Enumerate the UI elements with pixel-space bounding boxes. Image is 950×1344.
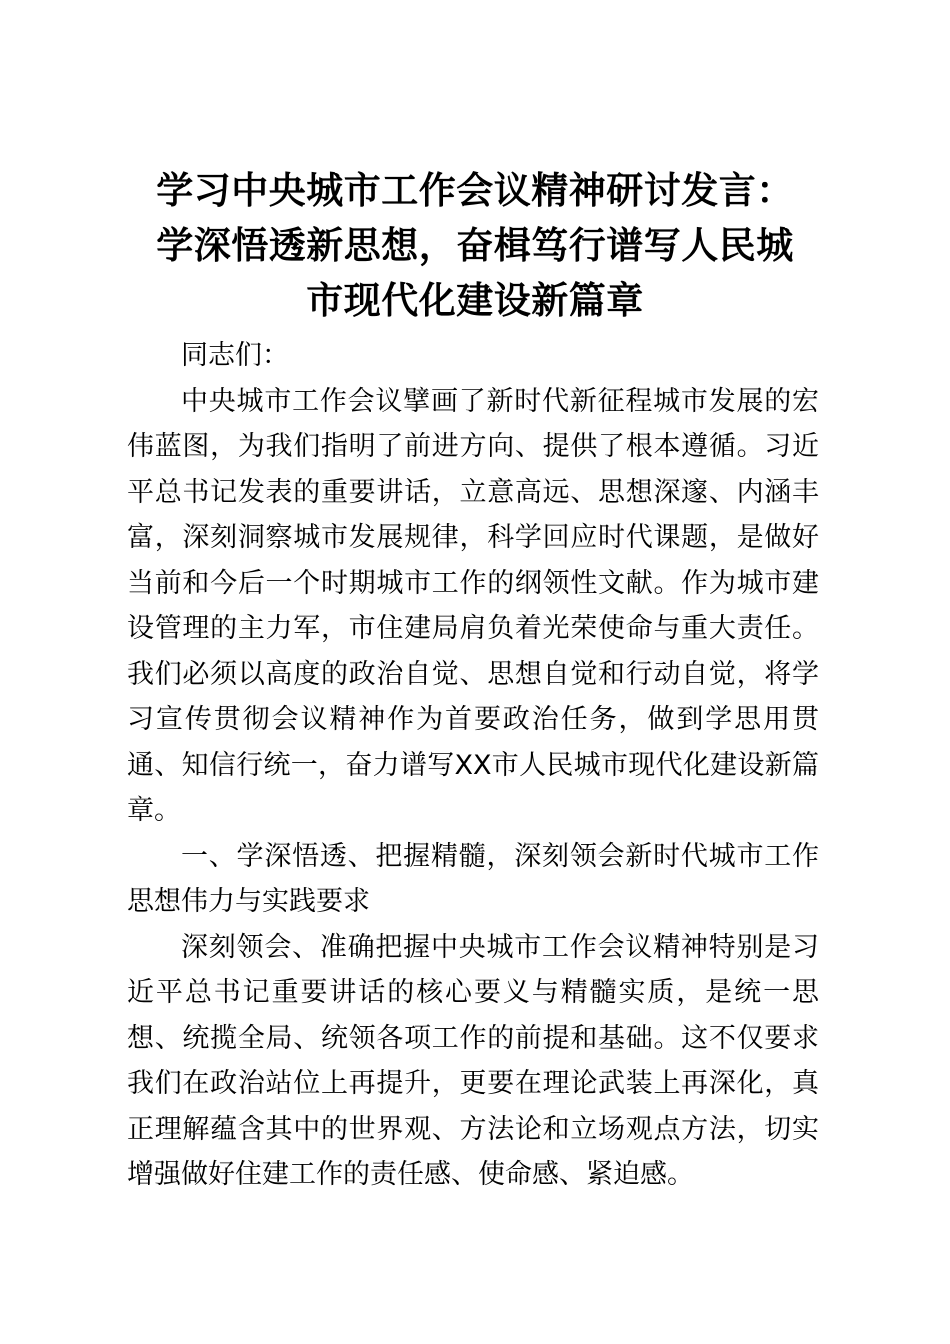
title-line-1: 学习中央城市工作会议精神研讨发言： — [156, 168, 794, 212]
paragraph-intro: 中央城市工作会议擘画了新时代新征程城市发展的宏伟蓝图，为我们指明了前进方向、提供了根本遵循。习近平总书记发表的重要讲话，立意高远、思想深邃、内涵丰富，深刻洞察城市发展规律，科学回应时代课题，是做好当前和今后一个时期城市工作的纲领性文献。作为城市建设管理的主力军，市住建局肩负着光荣使命与重大责任。我们必须以高度的政治自觉、思想自觉和行动自觉，将学习宣传贯彻会议精神作为首要政治任务，做到学思用贯通、知信行统一，奋力谱写XX市人民城市现代化建设新篇章。 — [127, 385, 819, 826]
document-body — [127, 333, 819, 1198]
title-line-2: 学深悟透新思想，奋楫笃行谱写人民城 — [156, 223, 794, 267]
salutation: 同志们： — [181, 340, 289, 371]
document-title — [110, 163, 840, 328]
title-line-3: 市现代化建设新篇章 — [306, 278, 644, 322]
paragraph-section-1: 深刻领会、准确把握中央城市工作会议精神特别是习近平总书记重要讲话的核心要义与精髓实质，是统一思想、统揽全局、统领各项工作的前提和基础。这不仅要求我们在政治站位上再提升，更要在理论武装上再深化，真正理解蕴含其中的世界观、方法论和立场观点方法，切实增强做好住建工作的责任感、使命感、紧迫感。 — [127, 931, 819, 1190]
section-heading-1: 一、学深悟透、把握精髓，深刻领会新时代城市工作思想伟力与实践要求 — [127, 840, 819, 917]
